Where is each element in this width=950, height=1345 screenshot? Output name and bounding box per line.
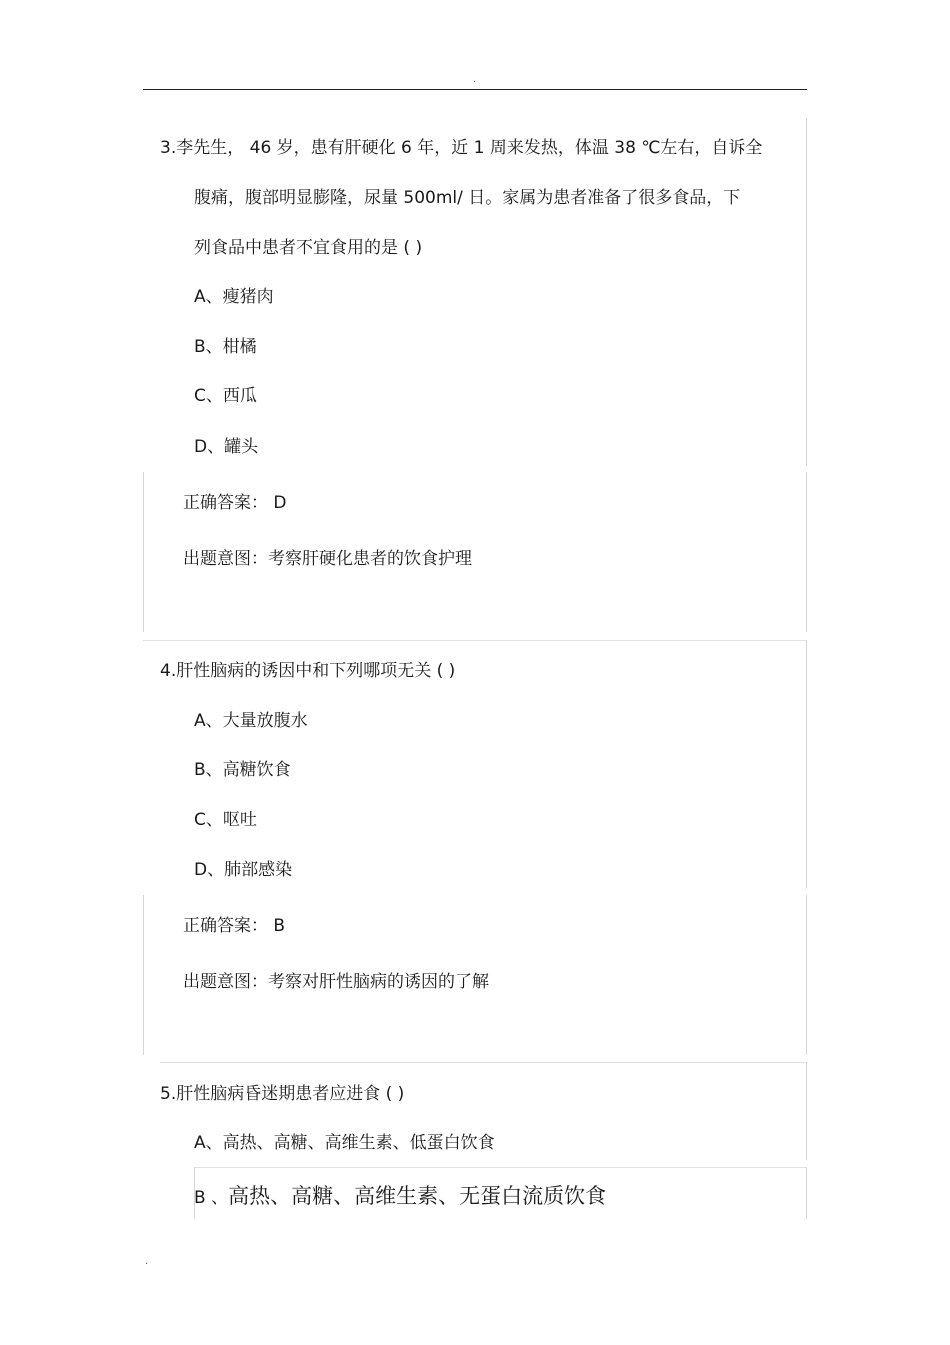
footer-mark: . bbox=[145, 1256, 149, 1267]
question-3-answer: 正确答案： D bbox=[183, 493, 287, 513]
table-border bbox=[194, 1167, 807, 1168]
question-4-option-d: D、肺部感染 bbox=[194, 860, 293, 880]
question-3-line-3: 列食品中患者不宜食用的是 ( ) bbox=[194, 238, 423, 258]
question-4-option-b: B、高糖饮食 bbox=[194, 760, 291, 780]
question-5-option-b bbox=[194, 1180, 606, 1210]
question-3-line-1: 3.李先生， 46 岁，患有肝硬化 6 年，近 1 周来发热，体温 38 ℃左右，自诉全 bbox=[160, 138, 763, 158]
table-border bbox=[806, 640, 807, 888]
question-5-option-b-text: 高热、高糖、高维生素、无蛋白流质饮食 bbox=[228, 1184, 607, 1208]
question-4-intent: 出题意图：考察对肝性脑病的诱因的了解 bbox=[183, 972, 489, 992]
table-border bbox=[806, 1167, 807, 1219]
header-mark: . bbox=[473, 74, 477, 85]
question-3-option-b: B、柑橘 bbox=[194, 337, 257, 357]
table-border bbox=[806, 118, 807, 466]
table-border bbox=[143, 895, 144, 1055]
question-3-line-2: 腹痛，腹部明显膨隆，尿量 500ml/ 日。家属为患者准备了很多食品，下 bbox=[194, 188, 741, 208]
question-4-option-a: A、大量放腹水 bbox=[194, 711, 308, 731]
question-4-option-c: C、呕吐 bbox=[194, 810, 257, 830]
header-rule bbox=[143, 89, 807, 90]
question-3-option-a: A、瘦猪肉 bbox=[194, 287, 274, 307]
table-border bbox=[160, 1062, 807, 1063]
table-border bbox=[806, 1062, 807, 1160]
question-5-option-b-prefix: B 、 bbox=[194, 1188, 229, 1208]
question-3-intent: 出题意图：考察肝硬化患者的饮食护理 bbox=[183, 549, 472, 569]
question-5-option-a: A、高热、高糖、高维生素、低蛋白饮食 bbox=[194, 1133, 495, 1153]
table-border bbox=[143, 472, 144, 632]
question-4-line-1: 4.肝性脑病的诱因中和下列哪项无关 ( ) bbox=[160, 661, 456, 681]
question-4-answer: 正确答案： B bbox=[183, 916, 286, 936]
question-5-line-1: 5.肝性脑病昏迷期患者应进食 ( ) bbox=[160, 1084, 405, 1104]
question-3-option-c: C、西瓜 bbox=[194, 386, 257, 406]
table-border bbox=[806, 895, 807, 1055]
table-border bbox=[143, 640, 807, 641]
question-3-option-d: D、罐头 bbox=[194, 437, 259, 457]
table-border bbox=[806, 472, 807, 632]
